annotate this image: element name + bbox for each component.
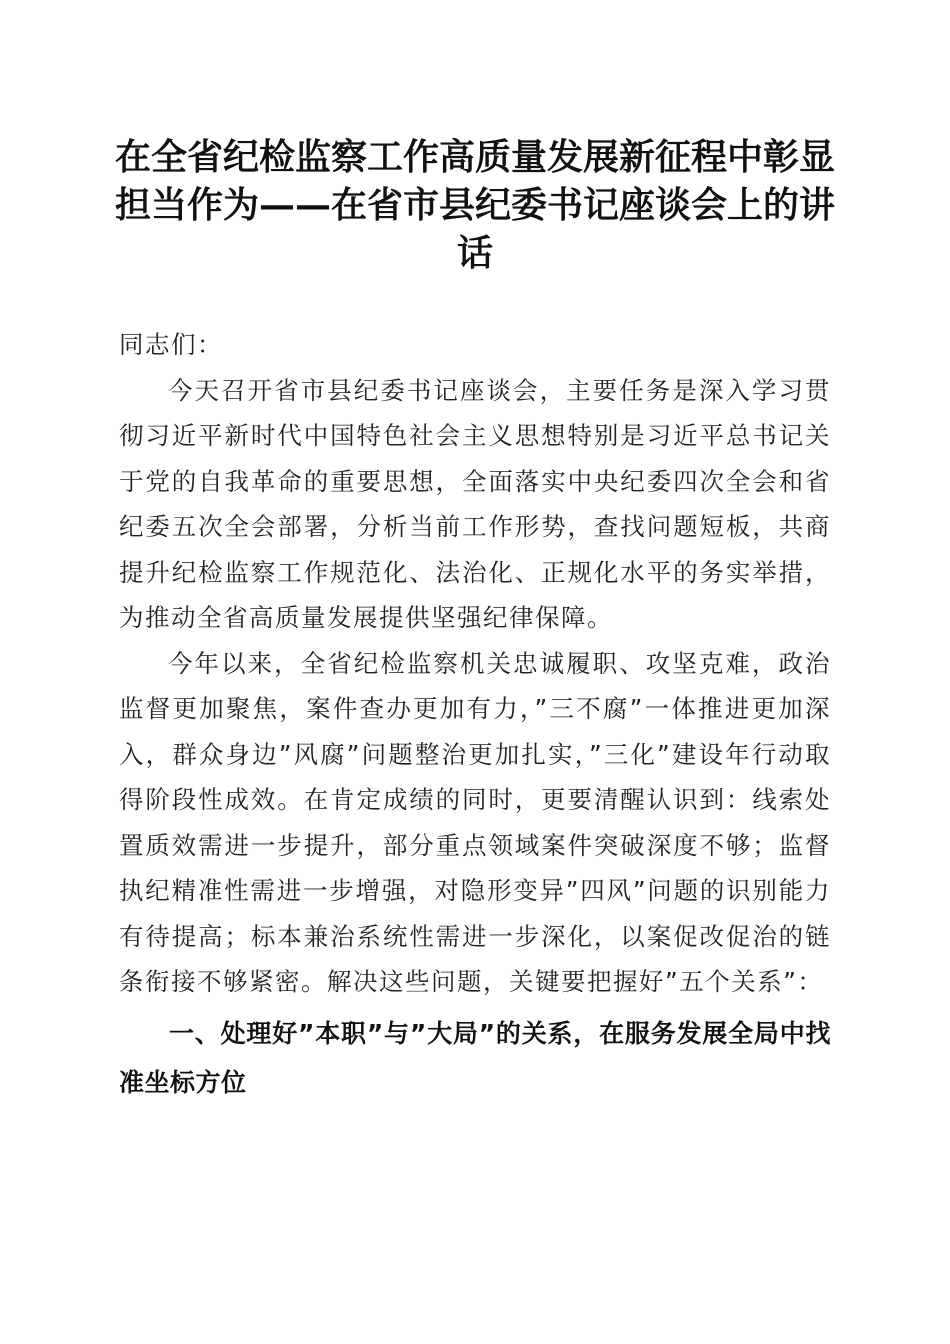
paragraph-situation: 今年以来，全省纪检监察机关忠诚履职、攻坚克难，政治监督更加聚焦，案件查办更加有力，”三不腐”一体推进更加深入，群众身边”风腐”问题整治更加扎实，”三化”建设年行动取得阶段性成效。在肯定成绩的同时，更要清醒认识到：线索处置质效需进一步提升，部分重点领域案件突破深度不够；监督执纪精准性需进一步增强，对隐形变异”四风”问题的识别能力有待提高；标本兼治系统性需进一步深化，以案促改促治的链条衔接不够紧密。解决这些问题，关键要把握好”五个关系”：: [119, 648, 831, 996]
document-body: [119, 322, 831, 1107]
section-heading-1: 一、处理好”本职”与”大局”的关系，在服务发展全局中找准坐标方位: [119, 1018, 831, 1097]
document-title: 在全省纪检监察工作高质量发展新征程中彰显担当作为——在省市县纪委书记座谈会上的讲话: [114, 136, 835, 274]
paragraph-opening: 今天召开省市县纪委书记座谈会，主要任务是深入学习贯彻习近平新时代中国特色社会主义思想特别是习近平总书记关于党的自我革命的重要思想，全面落实中央纪委四次全会和省纪委五次全会部署，分析当前工作形势，查找问题短板，共商提升纪检监察工作规范化、法治化、正规化水平的务实举措，为推动全省高质量发展提供坚强纪律保障。: [119, 375, 831, 632]
salutation: 同志们：: [119, 330, 223, 359]
